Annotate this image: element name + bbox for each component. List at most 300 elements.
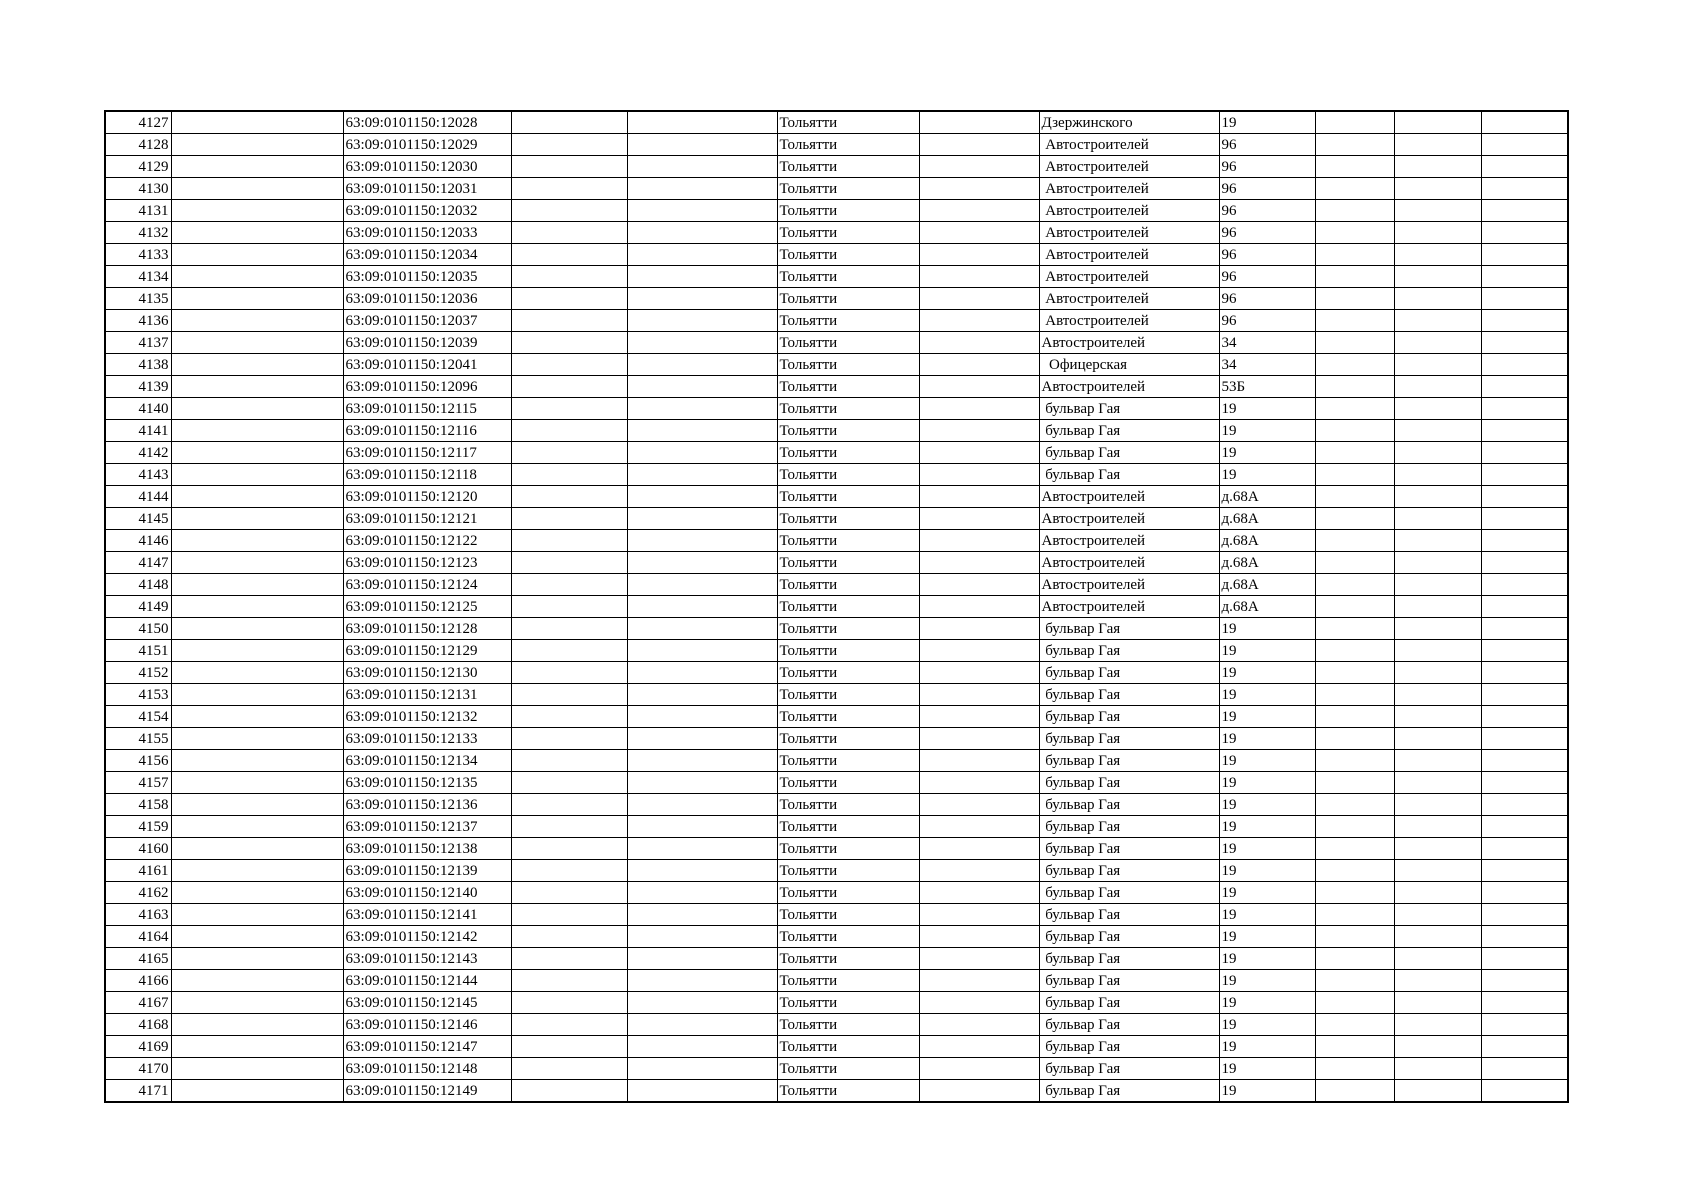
cadastral-number-cell: 63:09:0101150:12135 bbox=[343, 772, 511, 794]
house-number-cell: 34 bbox=[1219, 354, 1315, 376]
city-cell: Тольятти bbox=[777, 442, 919, 464]
empty-cell bbox=[511, 684, 627, 706]
cadastral-number-cell: 63:09:0101150:12122 bbox=[343, 530, 511, 552]
street-cell: бульвар Гая bbox=[1039, 838, 1219, 860]
empty-cell bbox=[171, 134, 343, 156]
empty-cell bbox=[1315, 552, 1394, 574]
cadastral-number-cell: 63:09:0101150:12096 bbox=[343, 376, 511, 398]
empty-cell bbox=[1481, 552, 1568, 574]
house-number-cell: 96 bbox=[1219, 134, 1315, 156]
empty-cell bbox=[171, 948, 343, 970]
street-cell: бульвар Гая bbox=[1039, 816, 1219, 838]
house-number-cell: 19 bbox=[1219, 970, 1315, 992]
empty-cell bbox=[919, 310, 1039, 332]
empty-cell bbox=[627, 794, 777, 816]
empty-cell bbox=[627, 1080, 777, 1103]
house-number-cell: 19 bbox=[1219, 992, 1315, 1014]
empty-cell bbox=[1481, 310, 1568, 332]
empty-cell bbox=[171, 244, 343, 266]
empty-cell bbox=[919, 794, 1039, 816]
empty-cell bbox=[511, 288, 627, 310]
empty-cell bbox=[919, 1080, 1039, 1103]
city-cell: Тольятти bbox=[777, 816, 919, 838]
city-cell: Тольятти bbox=[777, 156, 919, 178]
empty-cell bbox=[1481, 662, 1568, 684]
empty-cell bbox=[1481, 904, 1568, 926]
house-number-cell: д.68А bbox=[1219, 552, 1315, 574]
table-row bbox=[105, 200, 1568, 222]
empty-cell bbox=[511, 794, 627, 816]
empty-cell bbox=[171, 772, 343, 794]
empty-cell bbox=[171, 1058, 343, 1080]
empty-cell bbox=[627, 1058, 777, 1080]
street-cell: Автостроителей bbox=[1039, 376, 1219, 398]
empty-cell bbox=[627, 574, 777, 596]
cadastral-number-cell: 63:09:0101150:12036 bbox=[343, 288, 511, 310]
table-row bbox=[105, 706, 1568, 728]
empty-cell bbox=[1315, 904, 1394, 926]
empty-cell bbox=[171, 310, 343, 332]
empty-cell bbox=[1315, 200, 1394, 222]
street-cell: бульвар Гая bbox=[1039, 420, 1219, 442]
empty-cell bbox=[1394, 706, 1481, 728]
empty-cell bbox=[511, 904, 627, 926]
empty-cell bbox=[171, 838, 343, 860]
street-cell: Автостроителей bbox=[1039, 156, 1219, 178]
empty-cell bbox=[511, 750, 627, 772]
empty-cell bbox=[1315, 354, 1394, 376]
house-number-cell: д.68А bbox=[1219, 574, 1315, 596]
empty-cell bbox=[627, 948, 777, 970]
table-row bbox=[105, 1080, 1568, 1103]
house-number-cell: 19 bbox=[1219, 111, 1315, 134]
row-number-cell: 4171 bbox=[105, 1080, 171, 1103]
empty-cell bbox=[627, 288, 777, 310]
empty-cell bbox=[511, 200, 627, 222]
empty-cell bbox=[171, 860, 343, 882]
empty-cell bbox=[627, 178, 777, 200]
empty-cell bbox=[1315, 926, 1394, 948]
empty-cell bbox=[511, 618, 627, 640]
empty-cell bbox=[627, 640, 777, 662]
cadastral-number-cell: 63:09:0101150:12132 bbox=[343, 706, 511, 728]
empty-cell bbox=[919, 486, 1039, 508]
empty-cell bbox=[171, 420, 343, 442]
empty-cell bbox=[511, 486, 627, 508]
table-row bbox=[105, 662, 1568, 684]
row-number-cell: 4162 bbox=[105, 882, 171, 904]
empty-cell bbox=[1481, 530, 1568, 552]
empty-cell bbox=[171, 816, 343, 838]
cadastral-number-cell: 63:09:0101150:12030 bbox=[343, 156, 511, 178]
table-row bbox=[105, 992, 1568, 1014]
street-cell: бульвар Гая bbox=[1039, 904, 1219, 926]
cadastral-number-cell: 63:09:0101150:12039 bbox=[343, 332, 511, 354]
empty-cell bbox=[1481, 111, 1568, 134]
empty-cell bbox=[919, 376, 1039, 398]
empty-cell bbox=[1315, 1080, 1394, 1103]
empty-cell bbox=[627, 266, 777, 288]
empty-cell bbox=[1481, 266, 1568, 288]
empty-cell bbox=[919, 530, 1039, 552]
empty-cell bbox=[919, 838, 1039, 860]
house-number-cell: 96 bbox=[1219, 200, 1315, 222]
house-number-cell: 19 bbox=[1219, 618, 1315, 640]
row-number-cell: 4169 bbox=[105, 1036, 171, 1058]
empty-cell bbox=[171, 794, 343, 816]
street-cell: бульвар Гая bbox=[1039, 640, 1219, 662]
house-number-cell: 19 bbox=[1219, 1080, 1315, 1103]
empty-cell bbox=[1315, 530, 1394, 552]
empty-cell bbox=[919, 134, 1039, 156]
row-number-cell: 4158 bbox=[105, 794, 171, 816]
city-cell: Тольятти bbox=[777, 111, 919, 134]
empty-cell bbox=[919, 244, 1039, 266]
empty-cell bbox=[171, 1080, 343, 1103]
cadastral-number-cell: 63:09:0101150:12138 bbox=[343, 838, 511, 860]
cadastral-number-cell: 63:09:0101150:12141 bbox=[343, 904, 511, 926]
table-row bbox=[105, 376, 1568, 398]
street-cell: бульвар Гая bbox=[1039, 442, 1219, 464]
empty-cell bbox=[511, 376, 627, 398]
row-number-cell: 4160 bbox=[105, 838, 171, 860]
cadastral-number-cell: 63:09:0101150:12144 bbox=[343, 970, 511, 992]
row-number-cell: 4132 bbox=[105, 222, 171, 244]
empty-cell bbox=[1394, 816, 1481, 838]
empty-cell bbox=[627, 706, 777, 728]
empty-cell bbox=[511, 508, 627, 530]
empty-cell bbox=[1394, 728, 1481, 750]
house-number-cell: 96 bbox=[1219, 222, 1315, 244]
empty-cell bbox=[511, 970, 627, 992]
empty-cell bbox=[919, 354, 1039, 376]
street-cell: Автостроителей bbox=[1039, 332, 1219, 354]
house-number-cell: 96 bbox=[1219, 266, 1315, 288]
cadastral-number-cell: 63:09:0101150:12148 bbox=[343, 1058, 511, 1080]
city-cell: Тольятти bbox=[777, 222, 919, 244]
empty-cell bbox=[1315, 596, 1394, 618]
empty-cell bbox=[627, 552, 777, 574]
city-cell: Тольятти bbox=[777, 332, 919, 354]
street-cell: Дзержинского bbox=[1039, 111, 1219, 134]
street-cell: бульвар Гая bbox=[1039, 794, 1219, 816]
empty-cell bbox=[1481, 794, 1568, 816]
empty-cell bbox=[627, 750, 777, 772]
empty-cell bbox=[1394, 442, 1481, 464]
row-number-cell: 4128 bbox=[105, 134, 171, 156]
row-number-cell: 4144 bbox=[105, 486, 171, 508]
empty-cell bbox=[919, 574, 1039, 596]
cadastral-number-cell: 63:09:0101150:12041 bbox=[343, 354, 511, 376]
empty-cell bbox=[1481, 816, 1568, 838]
empty-cell bbox=[627, 332, 777, 354]
city-cell: Тольятти bbox=[777, 376, 919, 398]
empty-cell bbox=[1481, 948, 1568, 970]
city-cell: Тольятти bbox=[777, 1014, 919, 1036]
table-row bbox=[105, 442, 1568, 464]
empty-cell bbox=[1394, 596, 1481, 618]
cadastral-number-cell: 63:09:0101150:12034 bbox=[343, 244, 511, 266]
empty-cell bbox=[1481, 728, 1568, 750]
empty-cell bbox=[1481, 992, 1568, 1014]
empty-cell bbox=[1394, 200, 1481, 222]
empty-cell bbox=[171, 904, 343, 926]
empty-cell bbox=[511, 816, 627, 838]
empty-cell bbox=[511, 662, 627, 684]
empty-cell bbox=[171, 530, 343, 552]
empty-cell bbox=[1315, 728, 1394, 750]
empty-cell bbox=[627, 882, 777, 904]
table-row bbox=[105, 288, 1568, 310]
empty-cell bbox=[171, 596, 343, 618]
empty-cell bbox=[511, 1014, 627, 1036]
empty-cell bbox=[511, 882, 627, 904]
street-cell: Автостроителей bbox=[1039, 244, 1219, 266]
empty-cell bbox=[627, 926, 777, 948]
house-number-cell: д.68А bbox=[1219, 530, 1315, 552]
table-row bbox=[105, 156, 1568, 178]
row-number-cell: 4156 bbox=[105, 750, 171, 772]
empty-cell bbox=[1315, 398, 1394, 420]
house-number-cell: 53Б bbox=[1219, 376, 1315, 398]
house-number-cell: 19 bbox=[1219, 442, 1315, 464]
empty-cell bbox=[1315, 574, 1394, 596]
cadastral-number-cell: 63:09:0101150:12035 bbox=[343, 266, 511, 288]
empty-cell bbox=[1315, 156, 1394, 178]
house-number-cell: 19 bbox=[1219, 640, 1315, 662]
street-cell: бульвар Гая bbox=[1039, 1058, 1219, 1080]
empty-cell bbox=[1394, 926, 1481, 948]
empty-cell bbox=[1481, 222, 1568, 244]
empty-cell bbox=[1481, 706, 1568, 728]
empty-cell bbox=[1315, 618, 1394, 640]
table-row bbox=[105, 134, 1568, 156]
table-body bbox=[105, 111, 1568, 1102]
row-number-cell: 4143 bbox=[105, 464, 171, 486]
empty-cell bbox=[1481, 1080, 1568, 1103]
city-cell: Тольятти bbox=[777, 1080, 919, 1103]
house-number-cell: 19 bbox=[1219, 816, 1315, 838]
empty-cell bbox=[1315, 1014, 1394, 1036]
street-cell: бульвар Гая bbox=[1039, 684, 1219, 706]
city-cell: Тольятти bbox=[777, 640, 919, 662]
empty-cell bbox=[1481, 156, 1568, 178]
empty-cell bbox=[919, 948, 1039, 970]
empty-cell bbox=[1481, 398, 1568, 420]
table-row bbox=[105, 596, 1568, 618]
empty-cell bbox=[1394, 376, 1481, 398]
empty-cell bbox=[1481, 684, 1568, 706]
empty-cell bbox=[171, 508, 343, 530]
cadastral-number-cell: 63:09:0101150:12131 bbox=[343, 684, 511, 706]
row-number-cell: 4152 bbox=[105, 662, 171, 684]
table-row bbox=[105, 772, 1568, 794]
cadastral-number-cell: 63:09:0101150:12029 bbox=[343, 134, 511, 156]
city-cell: Тольятти bbox=[777, 706, 919, 728]
empty-cell bbox=[1315, 794, 1394, 816]
empty-cell bbox=[1394, 552, 1481, 574]
house-number-cell: 19 bbox=[1219, 662, 1315, 684]
cadastral-number-cell: 63:09:0101150:12118 bbox=[343, 464, 511, 486]
empty-cell bbox=[1481, 1058, 1568, 1080]
city-cell: Тольятти bbox=[777, 134, 919, 156]
empty-cell bbox=[511, 1080, 627, 1103]
empty-cell bbox=[171, 442, 343, 464]
empty-cell bbox=[511, 706, 627, 728]
row-number-cell: 4157 bbox=[105, 772, 171, 794]
city-cell: Тольятти bbox=[777, 486, 919, 508]
empty-cell bbox=[511, 1058, 627, 1080]
empty-cell bbox=[171, 750, 343, 772]
cadastral-number-cell: 63:09:0101150:12120 bbox=[343, 486, 511, 508]
empty-cell bbox=[1315, 442, 1394, 464]
empty-cell bbox=[511, 464, 627, 486]
empty-cell bbox=[1481, 442, 1568, 464]
house-number-cell: 96 bbox=[1219, 178, 1315, 200]
row-number-cell: 4170 bbox=[105, 1058, 171, 1080]
empty-cell bbox=[1315, 684, 1394, 706]
empty-cell bbox=[919, 860, 1039, 882]
table-row bbox=[105, 420, 1568, 442]
street-cell: Автостроителей bbox=[1039, 134, 1219, 156]
row-number-cell: 4139 bbox=[105, 376, 171, 398]
row-number-cell: 4168 bbox=[105, 1014, 171, 1036]
row-number-cell: 4145 bbox=[105, 508, 171, 530]
empty-cell bbox=[171, 178, 343, 200]
empty-cell bbox=[1315, 882, 1394, 904]
empty-cell bbox=[511, 354, 627, 376]
row-number-cell: 4127 bbox=[105, 111, 171, 134]
cadastral-number-cell: 63:09:0101150:12037 bbox=[343, 310, 511, 332]
empty-cell bbox=[1315, 420, 1394, 442]
street-cell: бульвар Гая bbox=[1039, 1036, 1219, 1058]
empty-cell bbox=[511, 178, 627, 200]
empty-cell bbox=[1394, 486, 1481, 508]
empty-cell bbox=[171, 640, 343, 662]
city-cell: Тольятти bbox=[777, 354, 919, 376]
empty-cell bbox=[1481, 200, 1568, 222]
row-number-cell: 4147 bbox=[105, 552, 171, 574]
empty-cell bbox=[627, 530, 777, 552]
empty-cell bbox=[1315, 772, 1394, 794]
city-cell: Тольятти bbox=[777, 684, 919, 706]
empty-cell bbox=[171, 728, 343, 750]
empty-cell bbox=[511, 596, 627, 618]
empty-cell bbox=[1394, 772, 1481, 794]
empty-cell bbox=[627, 508, 777, 530]
empty-cell bbox=[919, 882, 1039, 904]
street-cell: бульвар Гая bbox=[1039, 948, 1219, 970]
row-number-cell: 4164 bbox=[105, 926, 171, 948]
table-row bbox=[105, 684, 1568, 706]
house-number-cell: д.68А bbox=[1219, 486, 1315, 508]
city-cell: Тольятти bbox=[777, 970, 919, 992]
empty-cell bbox=[919, 992, 1039, 1014]
city-cell: Тольятти bbox=[777, 420, 919, 442]
empty-cell bbox=[1481, 860, 1568, 882]
empty-cell bbox=[627, 662, 777, 684]
empty-cell bbox=[1394, 332, 1481, 354]
empty-cell bbox=[919, 332, 1039, 354]
house-number-cell: 19 bbox=[1219, 882, 1315, 904]
empty-cell bbox=[919, 1036, 1039, 1058]
empty-cell bbox=[627, 860, 777, 882]
empty-cell bbox=[1394, 530, 1481, 552]
empty-cell bbox=[627, 618, 777, 640]
street-cell: Автостроителей bbox=[1039, 530, 1219, 552]
empty-cell bbox=[171, 464, 343, 486]
empty-cell bbox=[919, 552, 1039, 574]
empty-cell bbox=[1481, 420, 1568, 442]
empty-cell bbox=[1394, 1014, 1481, 1036]
empty-cell bbox=[1394, 420, 1481, 442]
empty-cell bbox=[627, 728, 777, 750]
empty-cell bbox=[1481, 838, 1568, 860]
empty-cell bbox=[627, 772, 777, 794]
empty-cell bbox=[627, 354, 777, 376]
row-number-cell: 4150 bbox=[105, 618, 171, 640]
empty-cell bbox=[1315, 992, 1394, 1014]
row-number-cell: 4137 bbox=[105, 332, 171, 354]
street-cell: Автостроителей bbox=[1039, 486, 1219, 508]
empty-cell bbox=[1481, 376, 1568, 398]
empty-cell bbox=[1481, 288, 1568, 310]
empty-cell bbox=[1315, 948, 1394, 970]
empty-cell bbox=[1481, 640, 1568, 662]
house-number-cell: 19 bbox=[1219, 794, 1315, 816]
cadastral-number-cell: 63:09:0101150:12130 bbox=[343, 662, 511, 684]
empty-cell bbox=[1315, 134, 1394, 156]
empty-cell bbox=[511, 728, 627, 750]
house-number-cell: 19 bbox=[1219, 420, 1315, 442]
city-cell: Тольятти bbox=[777, 728, 919, 750]
house-number-cell: 19 bbox=[1219, 926, 1315, 948]
empty-cell bbox=[171, 552, 343, 574]
table-row bbox=[105, 398, 1568, 420]
empty-cell bbox=[171, 222, 343, 244]
table-row bbox=[105, 1014, 1568, 1036]
empty-cell bbox=[919, 288, 1039, 310]
table-row bbox=[105, 750, 1568, 772]
cadastral-number-cell: 63:09:0101150:12116 bbox=[343, 420, 511, 442]
street-cell: Автостроителей bbox=[1039, 288, 1219, 310]
city-cell: Тольятти bbox=[777, 530, 919, 552]
empty-cell bbox=[1315, 310, 1394, 332]
empty-cell bbox=[171, 332, 343, 354]
city-cell: Тольятти bbox=[777, 266, 919, 288]
empty-cell bbox=[171, 354, 343, 376]
table-row bbox=[105, 464, 1568, 486]
table-row bbox=[105, 530, 1568, 552]
cadastral-number-cell: 63:09:0101150:12031 bbox=[343, 178, 511, 200]
street-cell: бульвар Гая bbox=[1039, 772, 1219, 794]
street-cell: Офицерская bbox=[1039, 354, 1219, 376]
empty-cell bbox=[1315, 838, 1394, 860]
empty-cell bbox=[627, 111, 777, 134]
empty-cell bbox=[171, 618, 343, 640]
table-row bbox=[105, 728, 1568, 750]
empty-cell bbox=[171, 266, 343, 288]
empty-cell bbox=[919, 464, 1039, 486]
empty-cell bbox=[1394, 156, 1481, 178]
empty-cell bbox=[171, 111, 343, 134]
empty-cell bbox=[1315, 1036, 1394, 1058]
cadastral-number-cell: 63:09:0101150:12128 bbox=[343, 618, 511, 640]
empty-cell bbox=[511, 442, 627, 464]
empty-cell bbox=[919, 970, 1039, 992]
empty-cell bbox=[919, 706, 1039, 728]
row-number-cell: 4154 bbox=[105, 706, 171, 728]
